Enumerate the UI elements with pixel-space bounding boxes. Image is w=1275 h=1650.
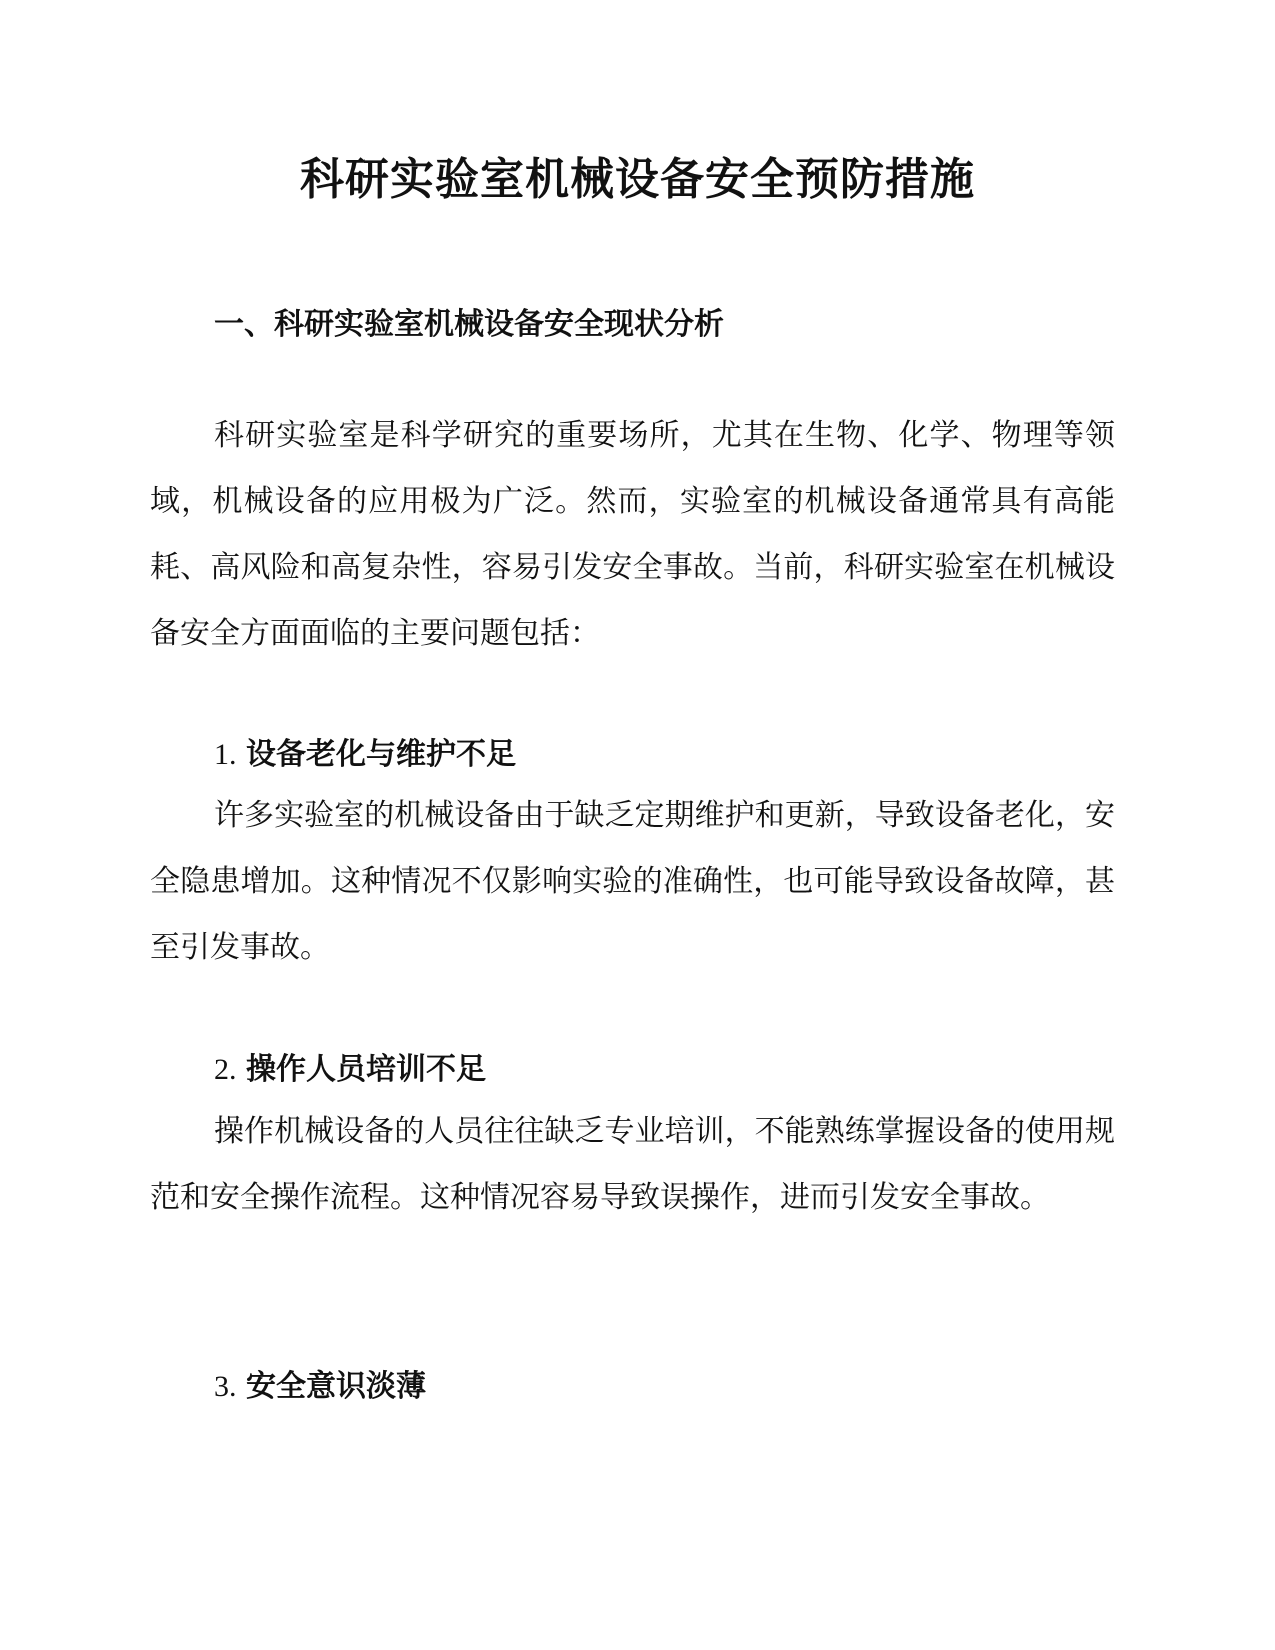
subsection-paragraph-2: 操作机械设备的人员往往缺乏专业培训，不能熟练掌握设备的使用规范和安全操作流程。这种情况容易导致误操作，进而引发安全事故。 [150,1114,1115,1215]
subsection-number: 1. [214,738,237,771]
section-heading: 一、科研实验室机械设备安全现状分析 [214,307,724,342]
subsection-heading-2 [214,1050,486,1090]
intro-paragraph: 科研实验室是科学研究的重要场所，尤其在生物、化学、物理等领域，机械设备的应用极为广泛。然而，实验室的机械设备通常具有高能耗、高风险和高复杂性，容易引发安全事故。当前，科研实验室在机械设备安全方面面临的主要问题包括： [150,418,1115,651]
subsection-heading-1 [214,735,516,775]
subsection-paragraph-1: 许多实验室的机械设备由于缺乏定期维护和更新，导致设备老化，安全隐患增加。这种情况不仅影响实验的准确性，也可能导致设备故障，甚至引发事故。 [150,798,1115,965]
subsection-title: 操作人员培训不足 [246,1052,487,1087]
subsection-heading-3 [214,1367,426,1407]
subsection-title: 安全意识淡薄 [246,1369,427,1404]
document-title: 科研实验室机械设备安全预防措施 [300,154,975,205]
subsection-title: 设备老化与维护不足 [246,737,517,772]
subsection-number: 2. [214,1053,237,1086]
subsection-number: 3. [214,1370,237,1403]
